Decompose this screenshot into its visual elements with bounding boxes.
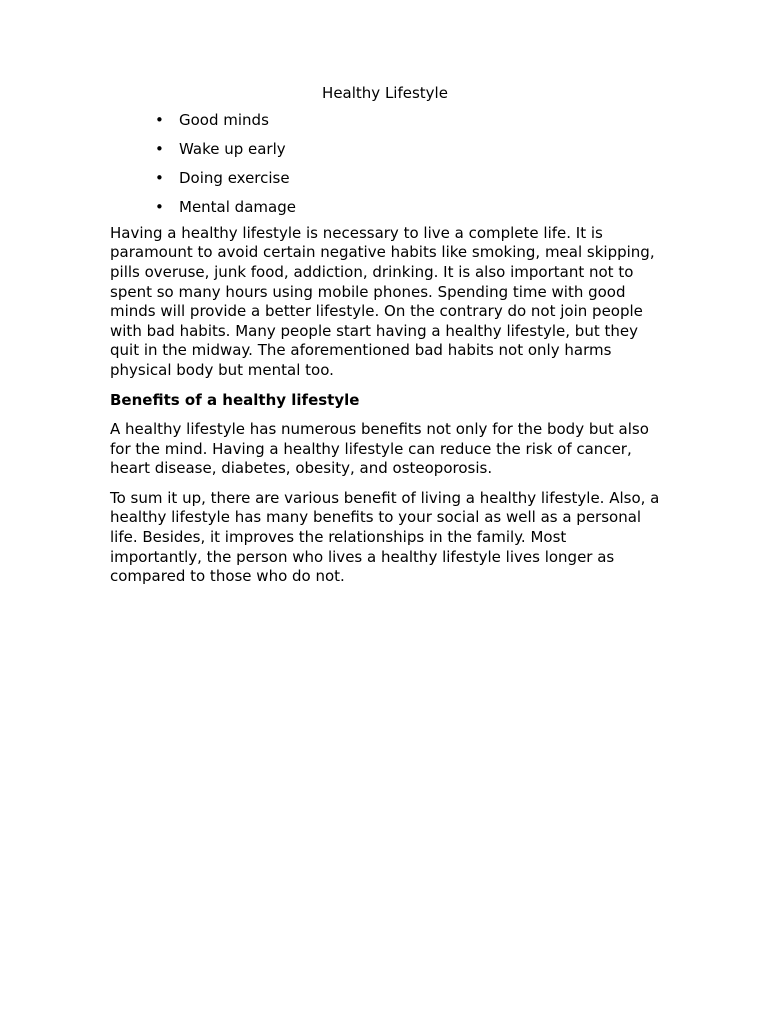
bullet-icon: •: [155, 168, 164, 187]
bullet-icon: •: [155, 110, 164, 129]
bullet-text: Wake up early: [179, 139, 286, 158]
bullet-text: Doing exercise: [179, 168, 290, 187]
bullet-item-mental-damage: [110, 198, 660, 218]
intro-paragraph: Having a healthy lifestyle is necessary to live a complete life. It is paramount to avoid certain negative habits like smoking, meal skipping, pills overuse, junk food, addiction, drinking. It is also important not to spent so many hours using mobile phones. Spending time with good minds will provide a better lifestyle. On the contrary do not join people with bad habits. Many people start having a healthy lifestyle, but they quit in the midway. The aforementioned bad habits not only harms physical body but mental too.: [110, 223, 655, 379]
document-body: [110, 84, 660, 597]
bullet-item-wake-up-early: [110, 140, 660, 160]
bullet-item-doing-exercise: [110, 169, 660, 189]
document-title: Healthy Lifestyle: [322, 84, 448, 102]
benefits-heading: Benefits of a healthy lifestyle: [110, 390, 360, 409]
bullet-item-good-minds: [110, 111, 660, 131]
bullet-icon: •: [155, 139, 164, 158]
bullet-list: [110, 111, 660, 218]
bullet-text: Good minds: [179, 110, 269, 129]
bullet-text: Mental damage: [179, 198, 296, 217]
benefits-paragraph: A healthy lifestyle has numerous benefits not only for the body but also for the mind. Having a healthy lifestyle can reduce the risk of cancer, heart disease, diabetes, obesity, and osteoporosis.: [110, 420, 649, 478]
conclusion-paragraph: To sum it up, there are various benefit of living a healthy lifestyle. Also, a healthy lifestyle has many benefits to your social as well as a personal life. Besides, it improves the relationships in the family. Most importantly, the person who lives a healthy lifestyle lives longer as compared to those who do not.: [110, 488, 660, 586]
bullet-icon: •: [155, 198, 164, 217]
